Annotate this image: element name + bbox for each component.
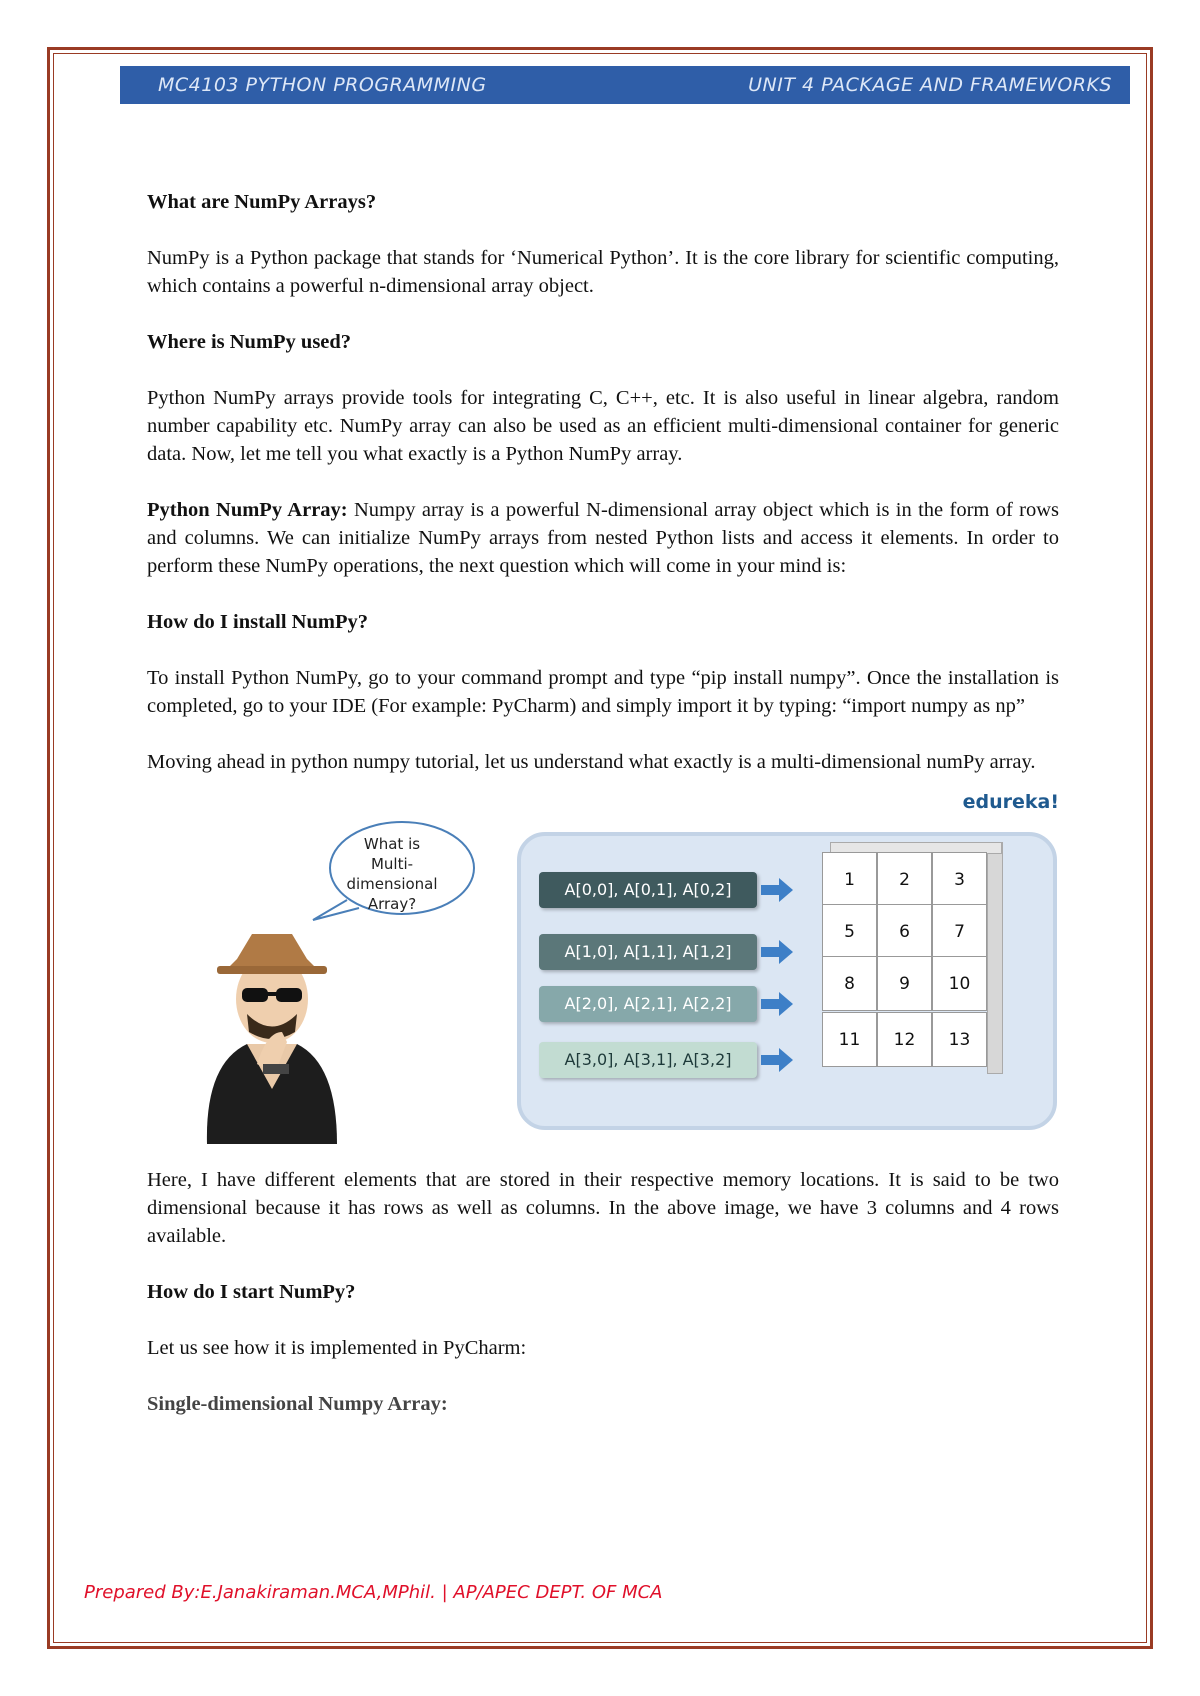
arrow-right-icon xyxy=(761,992,793,1016)
array-row-label: A[0,0], A[0,1], A[0,2] xyxy=(539,872,757,908)
header-course: MC4103 PYTHON PROGRAMMING xyxy=(158,74,487,96)
paragraph-where: Python NumPy arrays provide tools for integrating C, C++, etc. It is also useful in linear algebra, random number capability etc. NumPy array can also be used as an efficient multi-dimensional container for generic data. Now, let me tell you what exactly is a Python NumPy array. xyxy=(147,387,1059,465)
array-cell: 1 xyxy=(822,852,877,907)
array-cell: 10 xyxy=(932,956,987,1011)
array-row-label: A[1,0], A[1,1], A[1,2] xyxy=(539,934,757,970)
arrow-right-icon xyxy=(761,878,793,902)
page-footer: Prepared By:E.Janakiraman.MCA,MPhil. | AP/APEC DEPT. OF MCA xyxy=(84,1582,663,1603)
array-rows xyxy=(517,832,1057,1130)
heading-where-used: Where is NumPy used? xyxy=(147,331,352,353)
array-cell: 12 xyxy=(877,1012,932,1067)
array-cell: 6 xyxy=(877,904,932,959)
paragraph-what: NumPy is a Python package that stands for ‘Numerical Python’. It is the core library for scientific computing, which contains a powerful n-dimensional array object. xyxy=(147,247,1059,297)
array-term: Python NumPy Array: xyxy=(147,499,348,521)
heading-what-are-numpy-arrays: What are NumPy Arrays? xyxy=(147,191,377,213)
paragraph-install: To install Python NumPy, go to your command prompt and type “pip install numpy”. Once the installation is completed, go to your IDE (For example: PyCharm) and simply import it by typing: “import numpy as np” xyxy=(147,667,1059,717)
array-cell: 5 xyxy=(822,904,877,959)
array-cell: 7 xyxy=(932,904,987,959)
paragraph-moving-ahead: Moving ahead in python numpy tutorial, let us understand what exactly is a multi-dimensional numPy array. xyxy=(147,751,1036,773)
heading-single-dimensional: Single-dimensional Numpy Array: xyxy=(147,1393,448,1415)
array-cell: 13 xyxy=(932,1012,987,1067)
paragraph-here: Here, I have different elements that are stored in their respective memory locations. It is said to be two dimensional because it has rows as well as columns. In the above image, we have 3 columns and 4 rows available. xyxy=(147,1169,1059,1247)
grid-depth-side xyxy=(987,842,1003,1074)
array-row-label: A[2,0], A[2,1], A[2,2] xyxy=(539,986,757,1022)
array-definition: Numpy array is a powerful N-dimensional array object which is in the form of rows and columns. We can initialize NumPy arrays from nested Python lists and access it elements. In order to perform these NumPy operations, the next question which will come in your mind is: xyxy=(147,499,1060,577)
array-cell: 3 xyxy=(932,852,987,907)
array-cell: 2 xyxy=(877,852,932,907)
array-cell: 9 xyxy=(877,956,932,1011)
array-cell: 11 xyxy=(822,1012,877,1067)
bubble-line: What is xyxy=(363,835,421,853)
array-cell: 8 xyxy=(822,956,877,1011)
multidimensional-array-figure xyxy=(147,784,1059,1154)
document-body xyxy=(147,188,1059,1418)
bubble-line: Array? xyxy=(367,895,417,913)
bubble-text xyxy=(327,834,457,914)
paragraph-array xyxy=(147,496,1059,580)
bubble-line: Multi- xyxy=(370,855,414,873)
array-cell-grid xyxy=(822,852,1002,1102)
array-row-label: A[3,0], A[3,1], A[3,2] xyxy=(539,1042,757,1078)
page-header xyxy=(120,66,1130,104)
arrow-right-icon xyxy=(761,940,793,964)
thinking-person-icon xyxy=(187,914,357,1144)
header-unit: UNIT 4 PACKAGE AND FRAMEWORKS xyxy=(748,74,1112,96)
paragraph-start: Let us see how it is implemented in PyCharm: xyxy=(147,1337,527,1359)
edureka-logo: edureka! xyxy=(962,791,1059,813)
heading-start: How do I start NumPy? xyxy=(147,1281,356,1303)
arrow-right-icon xyxy=(761,1048,793,1072)
bubble-line: dimensional xyxy=(346,875,438,893)
heading-install: How do I install NumPy? xyxy=(147,611,368,633)
